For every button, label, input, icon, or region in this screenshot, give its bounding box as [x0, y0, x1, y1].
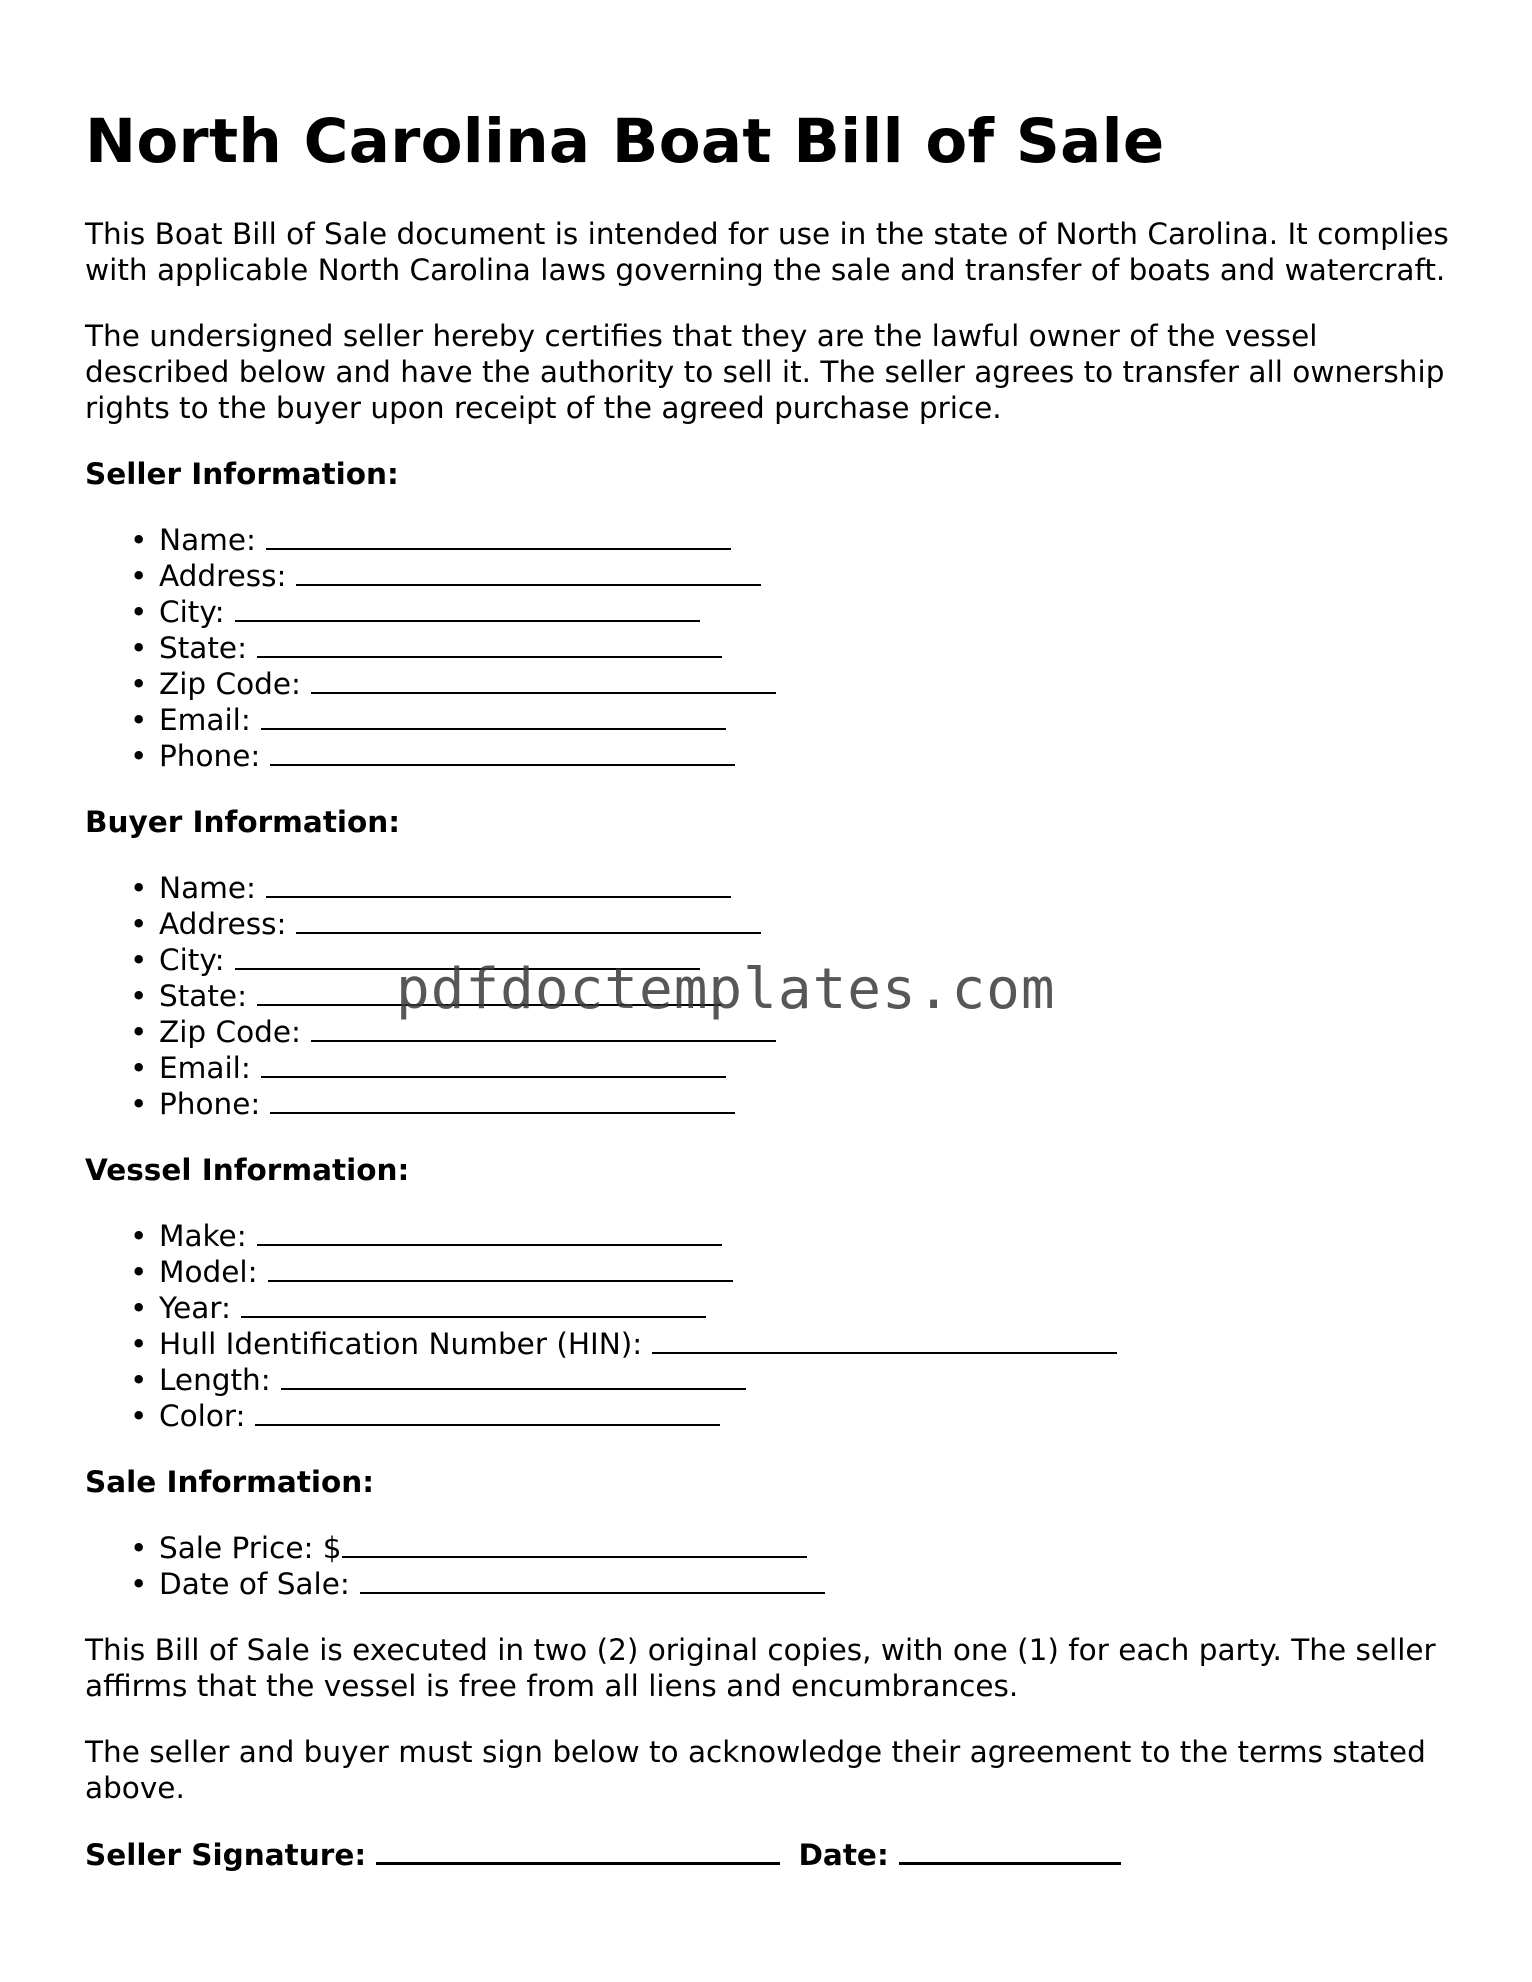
bullet-icon: •: [130, 979, 148, 1013]
bullet-icon: •: [130, 1291, 148, 1325]
buyer-address-blank[interactable]: [296, 906, 761, 934]
seller-phone-field: [130, 738, 1465, 774]
sale-date-field: [130, 1566, 1465, 1602]
document-title: North Carolina Boat Bill of Sale: [85, 106, 1165, 177]
sale-date-blank[interactable]: [360, 1566, 825, 1594]
vessel-fields-list: [85, 1218, 1465, 1434]
field-label: Zip Code:: [159, 1015, 301, 1049]
field-label: State:: [159, 631, 248, 665]
vessel-color-field: [130, 1398, 1465, 1434]
bullet-icon: •: [130, 1219, 148, 1253]
vessel-make-field: [130, 1218, 1465, 1254]
bullet-icon: •: [130, 943, 148, 977]
seller-section-heading: Seller Information:: [85, 457, 399, 491]
intro-paragraph: This Boat Bill of Sale document is intended for use in the state of North Carolina. It complies with applicable North Carolina laws governing the sale and transfer of boats and watercraft.: [85, 217, 1449, 287]
sale-fields-list: [85, 1530, 1465, 1602]
watermark-text: pdfdoctemplates.com: [396, 957, 1056, 1022]
seller-zip-blank[interactable]: [311, 666, 776, 694]
bullet-icon: •: [130, 631, 148, 665]
sale-price-blank[interactable]: [342, 1530, 807, 1558]
signature-date-blank[interactable]: [899, 1836, 1121, 1865]
copies-paragraph: This Bill of Sale is executed in two (2) original copies, with one (1) for each party. The seller affirms that the vessel is free from all liens and encumbrances.: [85, 1633, 1436, 1703]
bullet-icon: •: [130, 1087, 148, 1121]
buyer-name-blank[interactable]: [266, 870, 731, 898]
field-label: Email:: [159, 1051, 251, 1085]
field-label: City:: [159, 595, 225, 629]
seller-phone-blank[interactable]: [270, 738, 735, 766]
buyer-phone-field: [130, 1086, 1465, 1122]
bullet-icon: •: [130, 907, 148, 941]
vessel-length-field: [130, 1362, 1465, 1398]
seller-email-field: [130, 702, 1465, 738]
seller-fields-list: [85, 522, 1465, 774]
field-label: Email:: [159, 703, 251, 737]
bullet-icon: •: [130, 1567, 148, 1601]
field-label: City:: [159, 943, 225, 977]
vessel-year-blank[interactable]: [241, 1290, 706, 1318]
field-label: Phone:: [159, 739, 261, 773]
field-label: Make:: [159, 1219, 247, 1253]
bullet-icon: •: [130, 703, 148, 737]
bullet-icon: •: [130, 523, 148, 557]
seller-signature-row: [85, 1836, 1465, 1873]
sale-price-field: [130, 1530, 1465, 1566]
field-label: Hull Identification Number (HIN):: [159, 1327, 643, 1361]
field-label: Length:: [159, 1363, 271, 1397]
field-label: Model:: [159, 1255, 258, 1289]
field-label: Name:: [159, 871, 256, 905]
field-label: Year:: [159, 1291, 231, 1325]
vessel-model-blank[interactable]: [268, 1254, 733, 1282]
vessel-hin-blank[interactable]: [652, 1326, 1117, 1354]
seller-name-field: [130, 522, 1465, 558]
field-label: Address:: [159, 559, 287, 593]
sale-section-heading: Sale Information:: [85, 1465, 375, 1499]
vessel-make-blank[interactable]: [257, 1218, 722, 1246]
buyer-section-heading: Buyer Information:: [85, 805, 401, 839]
bullet-icon: •: [130, 1531, 148, 1565]
vessel-color-blank[interactable]: [255, 1398, 720, 1426]
field-label: Phone:: [159, 1087, 261, 1121]
signature-date-label: Date:: [798, 1838, 889, 1872]
buyer-email-field: [130, 1050, 1465, 1086]
bullet-icon: •: [130, 1327, 148, 1361]
field-label: Sale Price: $: [159, 1531, 342, 1565]
seller-signature-blank[interactable]: [376, 1836, 780, 1865]
buyer-email-blank[interactable]: [261, 1050, 726, 1078]
buyer-name-field: [130, 870, 1465, 906]
seller-state-field: [130, 630, 1465, 666]
bullet-icon: •: [130, 871, 148, 905]
field-label: Name:: [159, 523, 256, 557]
seller-zip-field: [130, 666, 1465, 702]
field-label: State:: [159, 979, 248, 1013]
sign-paragraph: The seller and buyer must sign below to acknowledge their agreement to the terms stated above.: [85, 1735, 1426, 1805]
vessel-length-blank[interactable]: [281, 1362, 746, 1390]
bullet-icon: •: [130, 667, 148, 701]
field-label: Color:: [159, 1399, 246, 1433]
seller-address-blank[interactable]: [296, 558, 761, 586]
seller-state-blank[interactable]: [257, 630, 722, 658]
document-page: [85, 0, 1465, 1873]
seller-address-field: [130, 558, 1465, 594]
vessel-model-field: [130, 1254, 1465, 1290]
field-label: Zip Code:: [159, 667, 301, 701]
seller-city-field: [130, 594, 1465, 630]
bullet-icon: •: [130, 1399, 148, 1433]
seller-email-blank[interactable]: [261, 702, 726, 730]
vessel-hin-field: [130, 1326, 1465, 1362]
certification-paragraph: The undersigned seller hereby certifies that they are the lawful owner of the vessel described below and have the authority to sell it. The seller agrees to transfer all ownership rights to the buyer upon receipt of the agreed purchase price.: [85, 319, 1445, 425]
bullet-icon: •: [130, 1363, 148, 1397]
field-label: Date of Sale:: [159, 1567, 350, 1601]
bullet-icon: •: [130, 1015, 148, 1049]
bullet-icon: •: [130, 595, 148, 629]
bullet-icon: •: [130, 1051, 148, 1085]
bullet-icon: •: [130, 739, 148, 773]
seller-signature-label: Seller Signature:: [85, 1838, 367, 1872]
seller-name-blank[interactable]: [266, 522, 731, 550]
seller-city-blank[interactable]: [235, 594, 700, 622]
vessel-section-heading: Vessel Information:: [85, 1153, 410, 1187]
bullet-icon: •: [130, 559, 148, 593]
bullet-icon: •: [130, 1255, 148, 1289]
buyer-address-field: [130, 906, 1465, 942]
vessel-year-field: [130, 1290, 1465, 1326]
buyer-phone-blank[interactable]: [270, 1086, 735, 1114]
field-label: Address:: [159, 907, 287, 941]
